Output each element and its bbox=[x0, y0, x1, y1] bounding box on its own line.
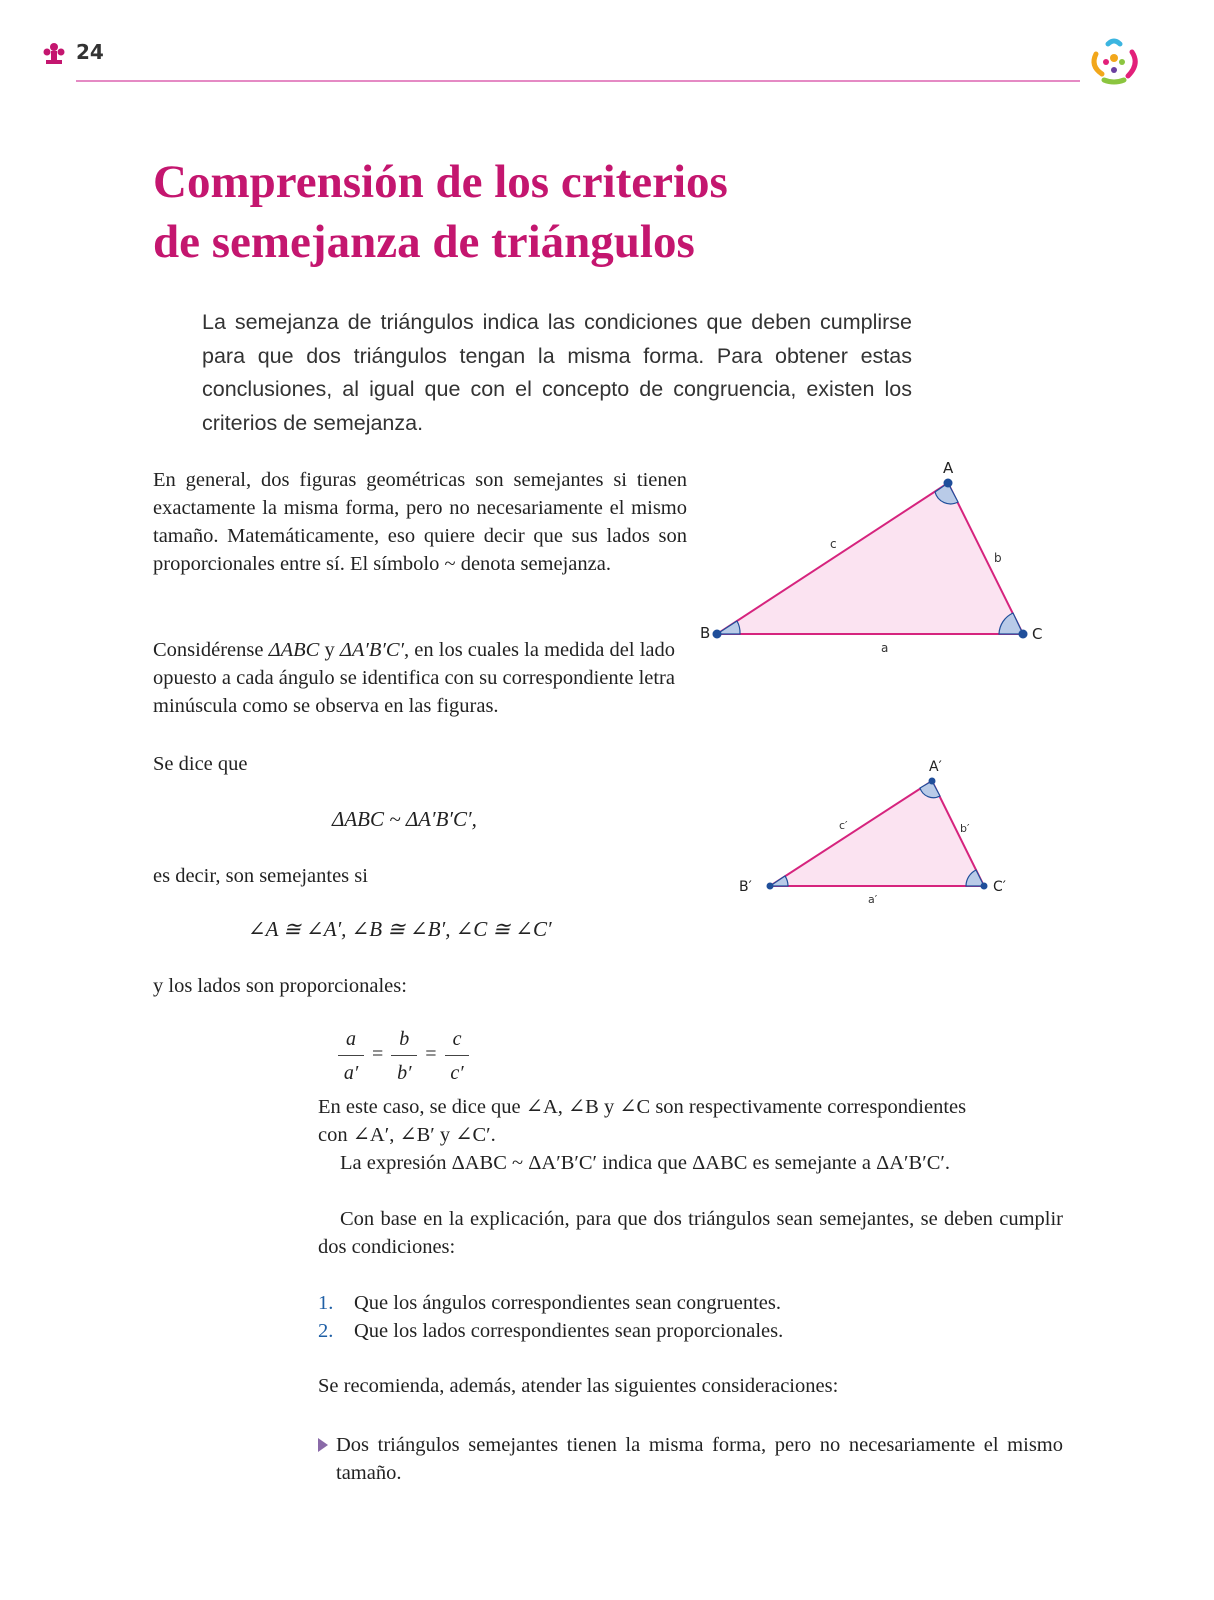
vertex-c-label: C bbox=[1032, 625, 1043, 643]
triangle-abc-shape bbox=[717, 483, 1023, 634]
intro-paragraph: La semejanza de triángulos indica las condiciones que deben cumplirse para que dos triángulos tengan la misma forma. Para obtener estas conclusiones, al igual que con el concepto de congruencia, existen los criterios de semejanza. bbox=[202, 310, 912, 435]
p2-mid: y bbox=[319, 639, 340, 661]
paragraph-consider-triangles bbox=[153, 636, 687, 720]
p6-line-1: En este caso, se dice que ∠A, ∠B y ∠C son respectivamente correspondientes bbox=[318, 1096, 967, 1118]
fraction-c bbox=[445, 1028, 470, 1085]
list-item bbox=[318, 1317, 783, 1345]
side-a-label: a bbox=[881, 641, 889, 655]
vertex-b-point bbox=[713, 630, 722, 639]
fraction-numerator: b bbox=[391, 1028, 417, 1056]
text-lados-proporcionales: y los lados son proporcionales: bbox=[153, 975, 407, 997]
list-item-number: 1. bbox=[318, 1292, 334, 1314]
paragraph-similarity-definition: En general, dos figuras geométricas son semejantes si tienen exactamente la misma forma, pero no necesariamente el mismo tamaño. Matemáticamente, eso quiere decir que sus lados son proporcionales entre sí. El símbolo ~ denota semejanza. bbox=[153, 469, 687, 575]
triangle-abc-prime-shape bbox=[770, 781, 984, 886]
paragraph-two-conditions: Con base en la explicación, para que dos triángulos sean semejantes, se deben cumplir dos condiciones: bbox=[318, 1208, 1063, 1258]
triangle-abc-prime-figure bbox=[735, 752, 1035, 912]
text-se-dice-que: Se dice que bbox=[153, 753, 248, 775]
side-a-prime-label: a′ bbox=[868, 893, 878, 906]
colorful-figures-logo-icon bbox=[1086, 34, 1142, 86]
vertex-a-point bbox=[944, 479, 953, 488]
vertex-a-label: A bbox=[943, 459, 954, 477]
fraction-denominator: a′ bbox=[343, 1062, 359, 1084]
vertex-c-prime-label: C′ bbox=[993, 879, 1006, 895]
page-title bbox=[153, 152, 1053, 272]
similarity-equation: ΔABC ~ ΔA′B′C′, bbox=[332, 807, 477, 831]
side-c-label: c bbox=[830, 537, 837, 551]
text-es-decir: es decir, son semejantes si bbox=[153, 865, 368, 887]
title-line-1: Comprensión de los criterios bbox=[153, 156, 728, 208]
vertex-b-prime-point bbox=[767, 883, 774, 890]
list-item-text: Que los lados correspondientes sean proporcionales. bbox=[354, 1320, 784, 1342]
side-b-prime-label: b′ bbox=[960, 822, 970, 835]
title-line-2: de semejanza de triángulos bbox=[153, 216, 695, 268]
fraction-denominator: c′ bbox=[450, 1062, 464, 1084]
fraction-numerator: c bbox=[445, 1028, 470, 1056]
side-b-label: b bbox=[994, 551, 1002, 565]
vertex-b-prime-label: B′ bbox=[739, 879, 752, 895]
vertex-c-prime-point bbox=[981, 883, 988, 890]
p2-before: Considérense bbox=[153, 639, 269, 661]
conditions-list bbox=[318, 1289, 783, 1345]
triangle-abc-figure bbox=[700, 456, 1080, 666]
list-item-text: Que los ángulos correspondientes sean congruentes. bbox=[354, 1292, 781, 1314]
p2-triangle-abc-prime: ΔA′B′C′ bbox=[339, 639, 405, 661]
vertex-a-prime-point bbox=[929, 778, 936, 785]
header-divider bbox=[76, 80, 1080, 82]
list-item-number: 2. bbox=[318, 1320, 334, 1342]
paragraph-considerations: Se recomienda, además, atender las siguientes consideraciones: bbox=[318, 1375, 839, 1397]
equals-sign: = bbox=[425, 1043, 437, 1065]
p2-after: , en los cuales la medida del lado opuesto a cada ángulo se identifica con su correspondiente letra minúscula como se observa en las figuras. bbox=[153, 639, 675, 717]
vertex-b-label: B bbox=[700, 624, 711, 642]
vertex-c-point bbox=[1019, 630, 1028, 639]
list-item bbox=[318, 1289, 783, 1317]
vertex-a-prime-label: A′ bbox=[929, 759, 942, 775]
fraction-numerator: a bbox=[338, 1028, 364, 1056]
bullet-item-text: Dos triángulos semejantes tienen la misma forma, pero no necesariamente el mismo tamaño. bbox=[336, 1434, 1063, 1484]
side-c-prime-label: c′ bbox=[839, 819, 848, 832]
fraction-denominator: b′ bbox=[397, 1062, 412, 1084]
p6-line-2: con ∠A′, ∠B′ y ∠C′. bbox=[318, 1124, 496, 1146]
fraction-a bbox=[338, 1028, 364, 1085]
page-number: 24 bbox=[76, 40, 104, 64]
equals-sign: = bbox=[372, 1043, 384, 1065]
paragraph-corresponding-angles bbox=[318, 1093, 1063, 1149]
proportion-equation bbox=[338, 1028, 469, 1085]
p2-triangle-abc: ΔABC bbox=[268, 639, 320, 661]
triangle-bullet-icon bbox=[318, 1438, 328, 1452]
angle-congruence-equation: ∠A ≅ ∠A′, ∠B ≅ ∠B′, ∠C ≅ ∠C′ bbox=[248, 917, 552, 941]
flower-ornament-icon bbox=[40, 40, 68, 68]
fraction-b bbox=[391, 1028, 417, 1085]
paragraph-expression-meaning: La expresión ΔABC ~ ΔA′B′C′ indica que ΔABC es semejante a ΔA′B′C′. bbox=[340, 1152, 950, 1174]
